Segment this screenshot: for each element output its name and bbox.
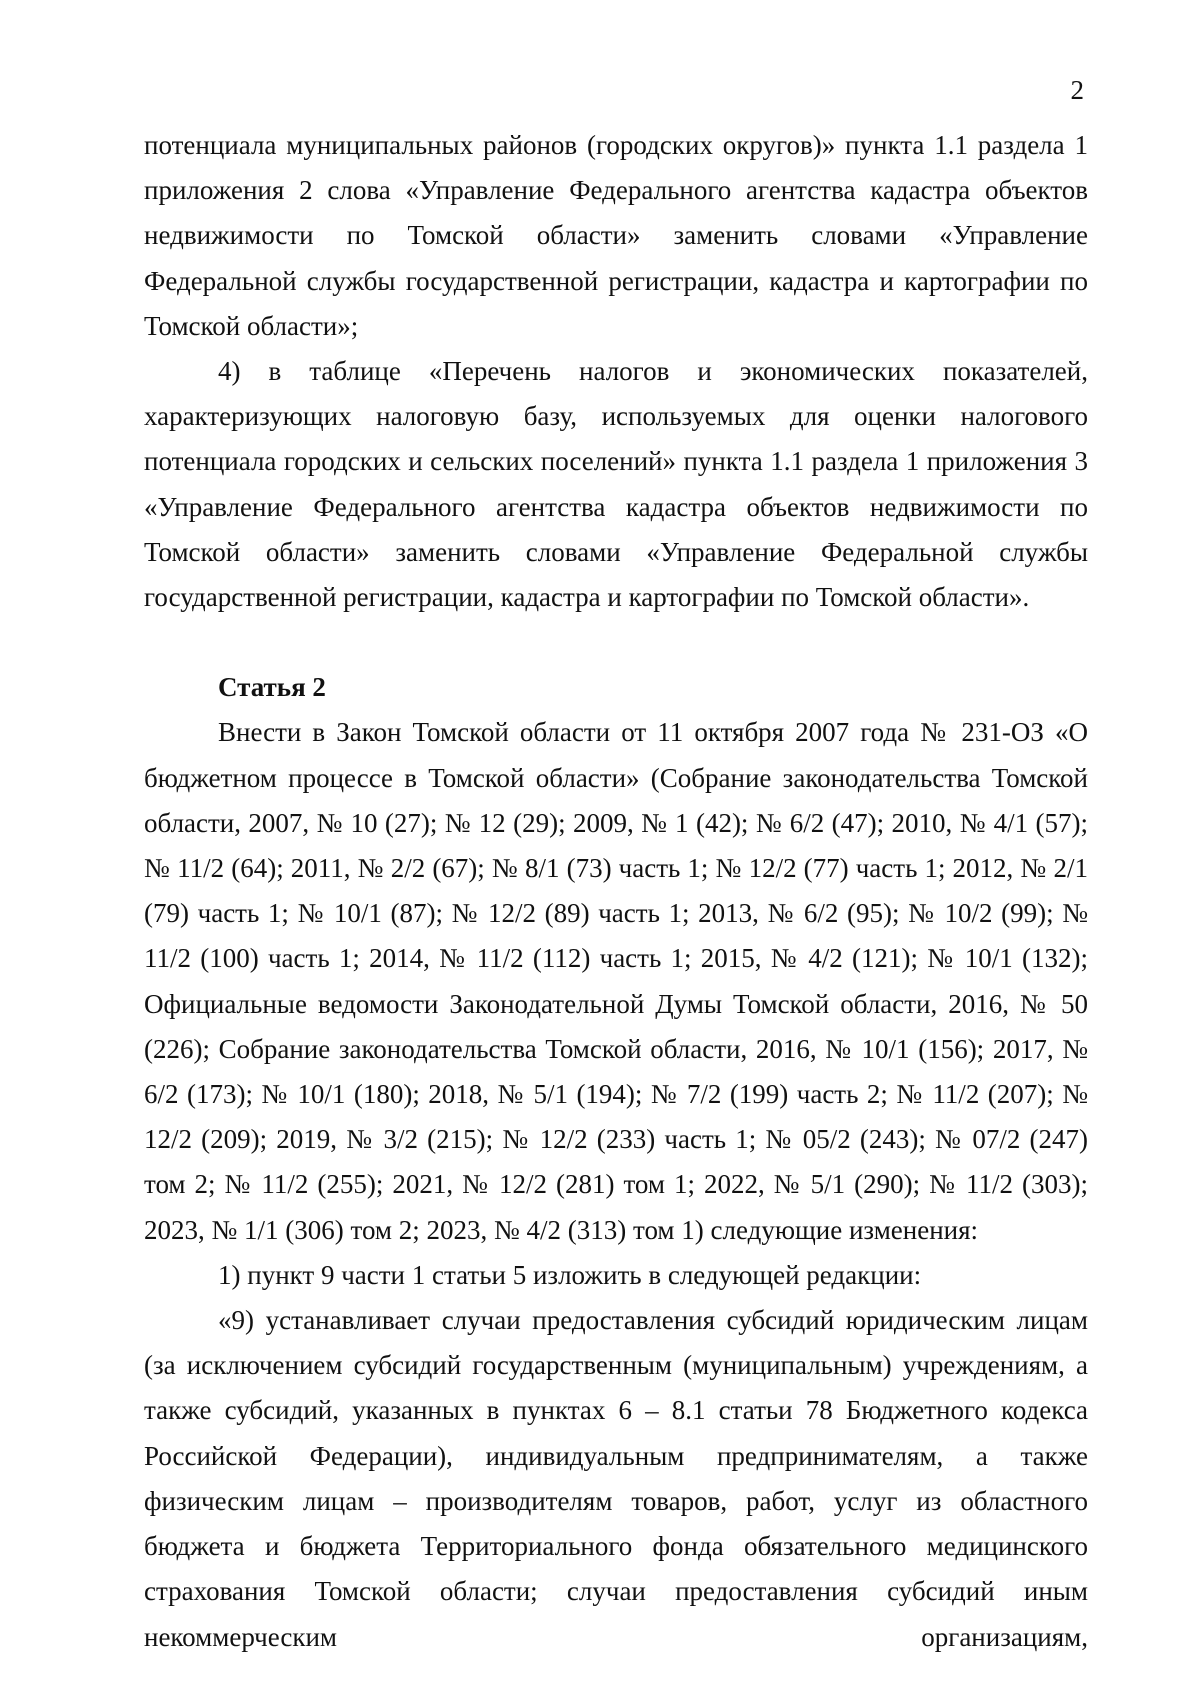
paragraph-new-wording: «9) устанавливает случаи предоставления субсидий юридическим лицам (за исключением субсидий государственным (муниципальным) учреждениям, а также субсидий, указанных в пунктах 6 – 8.1 статьи 78 Бюджетного кодекса Российской Федерации), индивидуальным предпринимателям, а также физическим лицам – производителям товаров, работ, услуг из областного бюджета и бюджета Территориального фонда обязательного медицинского страхования Томской области; случаи предоставления субсидий иным некоммерческим организациям,	[144, 1305, 1088, 1652]
paragraph-item-1: 1) пункт 9 части 1 статьи 5 изложить в следующей редакции:	[218, 1259, 922, 1290]
paragraph-amendment-intro: Внести в Закон Томской области от 11 октября 2007 года № 231-ОЗ «О бюджетном процессе в Томской области» (Собрание законодательства Томской области, 2007, № 10 (27); № 12 (29); 2009, № 1 (42); № 6/2 (47); 2010, № 4/1 (57); № 11/2 (64); 2011, № 2/2 (67); № 8/1 (73) часть 1; № 12/2 (77) часть 1; 2012, № 2/1 (79) часть 1; № 10/1 (87); № 12/2 (89) часть 1; 2013, № 6/2 (95); № 10/2 (99); № 11/2 (100) часть 1; 2014, № 11/2 (112) часть 1; 2015, № 4/2 (121); № 10/1 (132); Официальные ведомости Законодательной Думы Томской области, 2016, № 50 (226); Собрание законодательства Томской области, 2016, № 10/1 (156); 2017, № 6/2 (173); № 10/1 (180); 2018, № 5/1 (194); № 7/2 (199) часть 2; № 11/2 (207); № 12/2 (209); 2019, № 3/2 (215); № 12/2 (233) часть 1; № 05/2 (243); № 07/2 (247) том 2; № 11/2 (255); 2021, № 12/2 (281) том 1; 2022, № 5/1 (290); № 11/2 (303); 2023, № 1/1 (306) том 2; 2023, № 4/2 (313) том 1) следующие изменения:	[144, 717, 1088, 1245]
document-body	[144, 123, 1088, 1660]
section-gap	[144, 620, 1088, 665]
paragraph-item-4: 4) в таблице «Перечень налогов и экономических показателей, характеризующих налоговую базу, используемых для оценки налогового потенциала городских и сельских поселений» пункта 1.1 раздела 1 приложения 3 «Управление Федерального агентства кадастра объектов недвижимости по Томской области» заменить словами «Управление Федеральной службы государственной регистрации, кадастра и картографии по Томской области».	[144, 356, 1088, 613]
article-heading: Статья 2	[218, 672, 326, 703]
page-number: 2	[1070, 75, 1084, 105]
paragraph-continuation: потенциала муниципальных районов (городских округов)» пункта 1.1 раздела 1 приложения 2 слова «Управление Федерального агентства кадастра объектов недвижимости по Томской области» заменить словами «Управление Федеральной службы государственной регистрации, кадастра и картографии по Томской области»;	[144, 130, 1088, 341]
